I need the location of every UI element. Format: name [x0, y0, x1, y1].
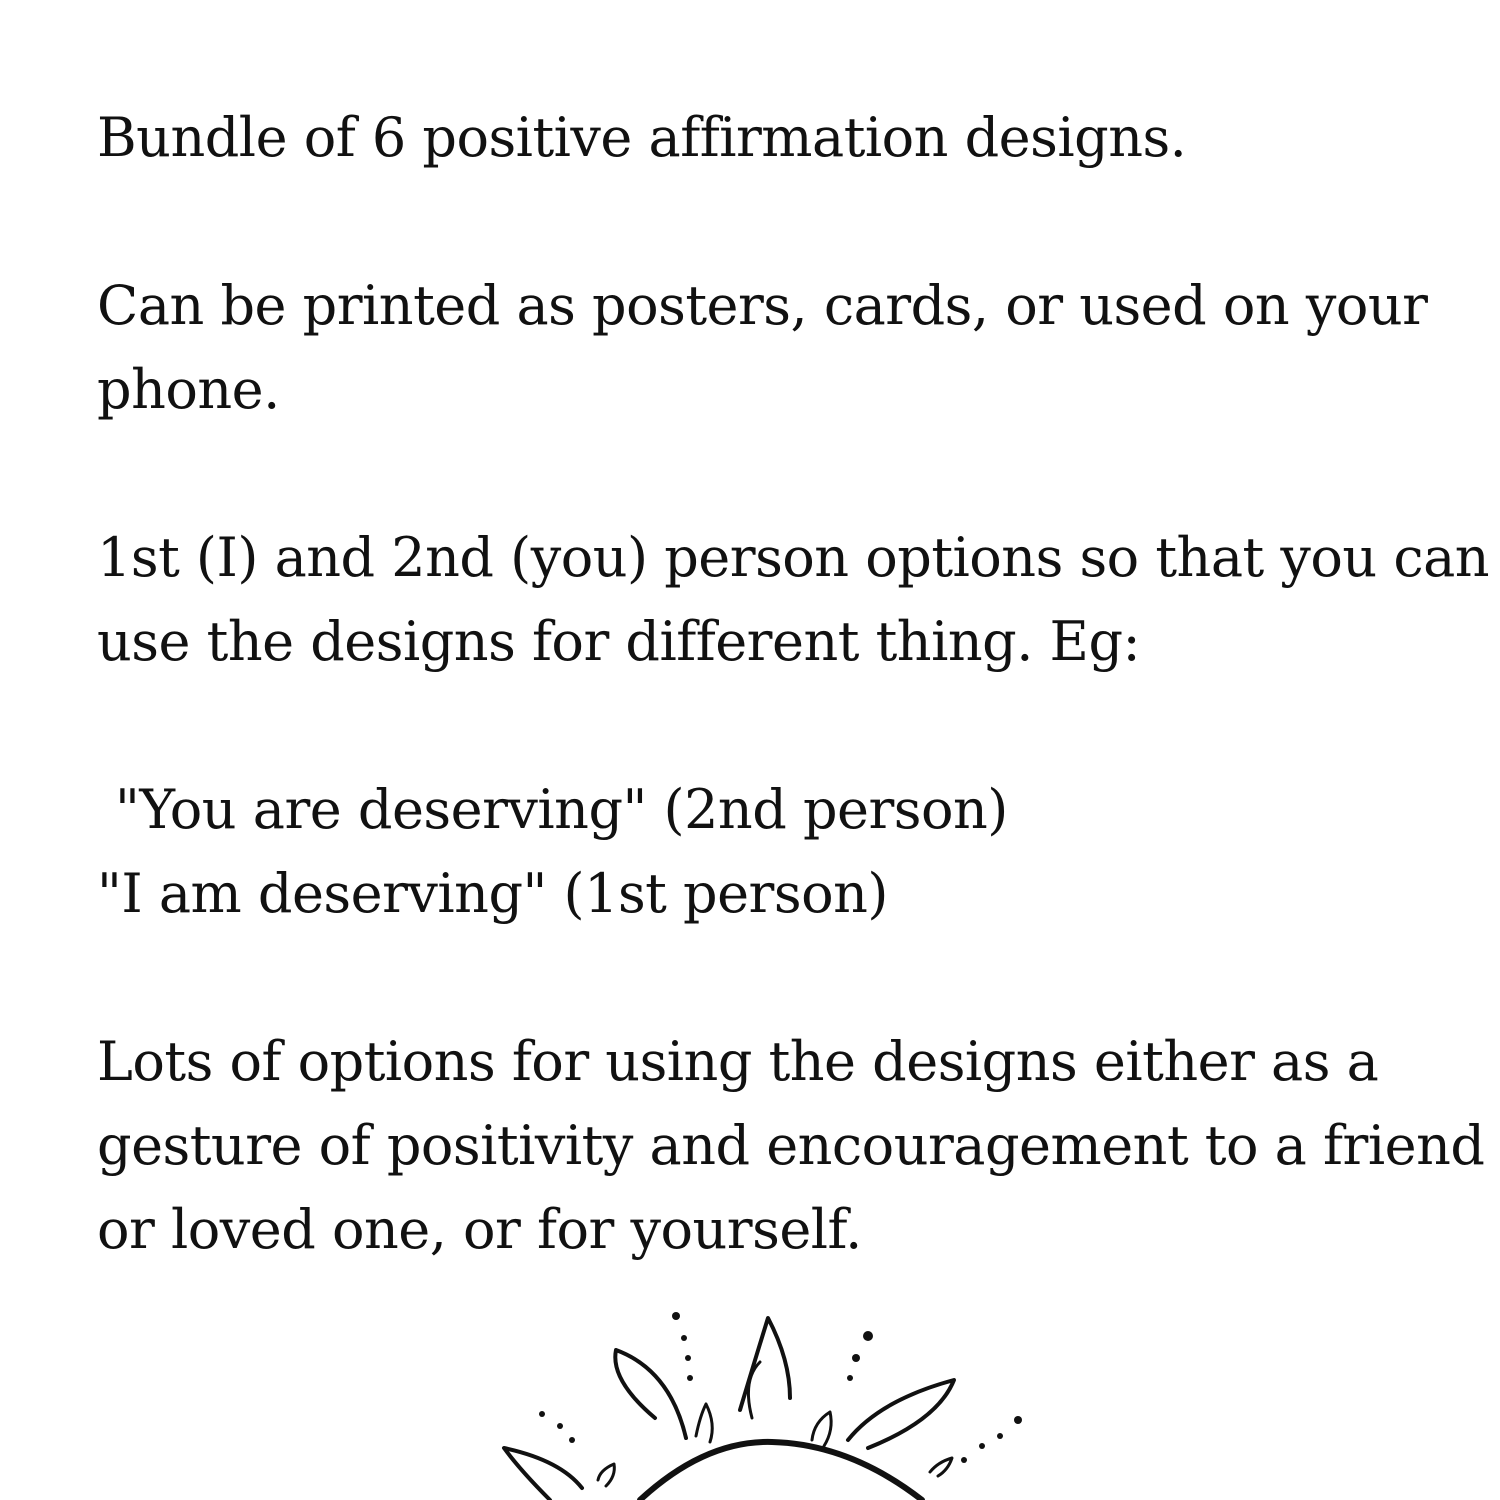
text-line: Lots of options for using the designs either as a: [97, 1030, 1379, 1093]
sun-petal: [615, 1350, 686, 1438]
sun-petal-small: [598, 1464, 614, 1486]
sun-petal: [848, 1380, 954, 1448]
text-line: gesture of positivity and encouragement to a friend: [97, 1114, 1485, 1177]
text-line: phone.: [97, 358, 280, 421]
text-line: Bundle of 6 positive affirmation designs.: [97, 106, 1187, 169]
sun-petal-small: [696, 1404, 712, 1442]
sun-dot: [863, 1331, 873, 1341]
sun-petal-small: [930, 1458, 952, 1476]
sun-dot: [685, 1355, 691, 1361]
sun-dot: [961, 1457, 967, 1463]
sun-icon: [490, 1300, 1050, 1500]
sun-dot: [852, 1354, 860, 1362]
paragraph-person-options: [97, 516, 1490, 684]
text-line: Can be printed as posters, cards, or used on your: [97, 274, 1428, 337]
sun-petal: [504, 1448, 582, 1500]
paragraph-bundle: [97, 96, 1417, 180]
sun-dot: [557, 1423, 563, 1429]
sun-dot: [569, 1437, 575, 1443]
sun-dot: [1014, 1416, 1022, 1424]
paragraph-options: [97, 1020, 1485, 1272]
description-text: [97, 96, 1490, 1272]
sun-arc: [640, 1442, 922, 1500]
text-line: or loved one, or for yourself.: [97, 1198, 862, 1261]
text-line: 1st (I) and 2nd (you) person options so that you can: [97, 526, 1490, 589]
sun-dot: [672, 1312, 680, 1320]
sun-dot: [997, 1433, 1003, 1439]
paragraph-examples: [97, 768, 1417, 936]
example-second-person: "You are deserving" (2nd person): [115, 778, 1008, 841]
example-first-person: "I am deserving" (1st person): [97, 862, 888, 925]
sun-petal-small: [812, 1412, 831, 1446]
sun-dot: [979, 1443, 985, 1449]
paragraph-usage: [97, 264, 1428, 432]
sun-dot: [687, 1375, 693, 1381]
sun-dot: [539, 1411, 545, 1417]
text-line: use the designs for different thing. Eg:: [97, 610, 1141, 673]
sun-dot: [681, 1335, 687, 1341]
sun-dot: [847, 1375, 853, 1381]
